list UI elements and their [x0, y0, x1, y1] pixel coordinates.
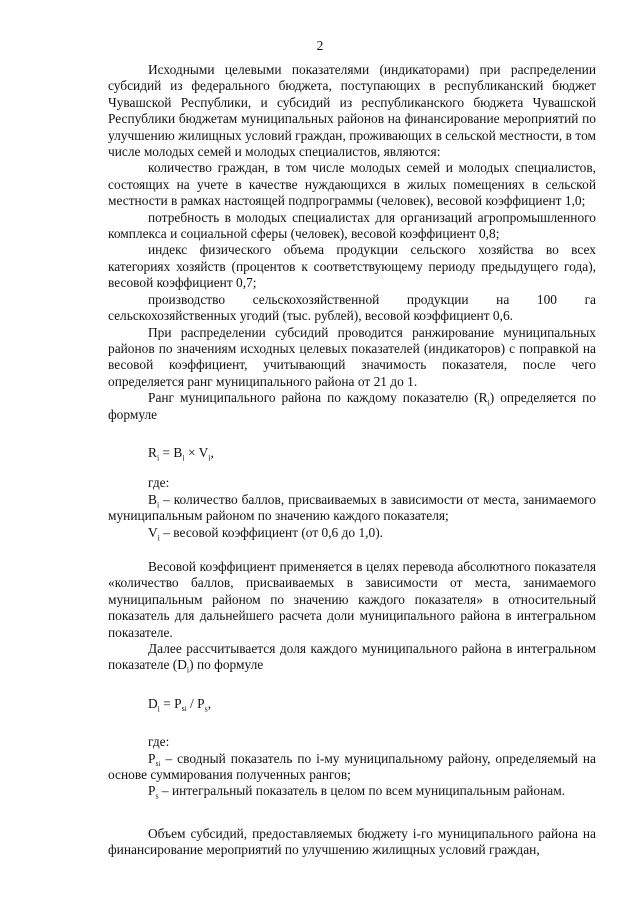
paragraph-indicator-production-per-100ha: производство сельскохозяйственной продукции на 100 га сельскохозяйственных угодий (тыс. рублей), весовой коэффициент 0,6.	[108, 291, 596, 324]
share-formula: $D_i = P_{si} / P_s$,	[148, 695, 212, 714]
page-number: 2	[316, 38, 324, 53]
paragraph-ranking: При распределении субсидий проводится ранжирование муниципальных районов по значениям исходных целевых показателей (индикаторов) с поправкой на весовой коэффициент, учитывающий значимость показателя, после чего определяется ранг муниципального района от 21 до 1.	[108, 324, 596, 389]
paragraph-indicator-citizens: количество граждан, в том числе молодых семей и молодых специалистов, состоящих на учете в качестве нуждающихся в жилых помещениях в сельской местности в рамках настоящей подпрограммы (человек), весовой коэффициент 1,0;	[108, 160, 596, 209]
document-body	[108, 62, 596, 859]
paragraph-indicator-specialists: потребность в молодых специалистах для организаций агропромышленного комплекса и социальной сферы (человек), весовой коэффициент 0,8;	[108, 209, 596, 242]
paragraph-rank-formula-intro: Ранг муниципального района по каждому показателю $(R_i)$ определяется по формуле	[108, 390, 596, 422]
paragraph-indicators-intro: Исходными целевыми показателями (индикаторами) при распределении субсидий из федерального бюджета, поступающих в республиканский бюджет Чувашской Республики, и субсидий из республиканского бюджета Чувашской Республики бюджетам муниципальных районов на финансирование мероприятий по улучшению жилищных условий граждан, проживающих в сельской местности, в том числе молодых семей и молодых специалистов, являются:	[108, 62, 596, 160]
where-label-1: где:	[148, 475, 170, 491]
paragraph-subsidy-volume: Объем субсидий, предоставляемых бюджету i-го муниципального района на финансирование мероприятий по улучшению жилищных условий граждан,	[108, 825, 596, 858]
where-label-2: где:	[148, 734, 170, 750]
paragraph-weight-coefficient: Весовой коэффициент применяется в целях перевода абсолютного показателя «количество баллов, присваиваемых в зависимости от места, занимаемого муниципальным районом по значению каждого показателя» в относительный показатель для дальнейшего расчета доли муниципального района в интегральном показателе.	[108, 558, 596, 640]
rank-formula: $R_i = B_i \times V_i$,	[148, 444, 214, 463]
definition-b: $B_i$ – количество баллов, присваиваемых в зависимости от места, занимаемого муниципальным районом по значению каждого показателя;	[108, 491, 596, 524]
paragraph-indicator-production-index: индекс физического объема продукции сельского хозяйства во всех категориях хозяйств (процентов к соответствующему периоду предыдущего года), весовой коэффициент 0,7;	[108, 242, 596, 291]
definition-v: $V_i$ – весовой коэффициент (от 0,6 до 1,0).	[148, 524, 383, 543]
definition-ps: $P_s$ – интегральный показатель в целом по всем муниципальным районам.	[148, 783, 566, 802]
paragraph-share-formula-intro: Далее рассчитывается доля каждого муниципального района в интегральном показателе $(D_i)$ по формуле	[108, 641, 596, 676]
definition-psi: $P_{si}$ – сводный показатель по i-му муниципальному району, определяемый на основе суммирования полученных рангов;	[108, 750, 596, 783]
